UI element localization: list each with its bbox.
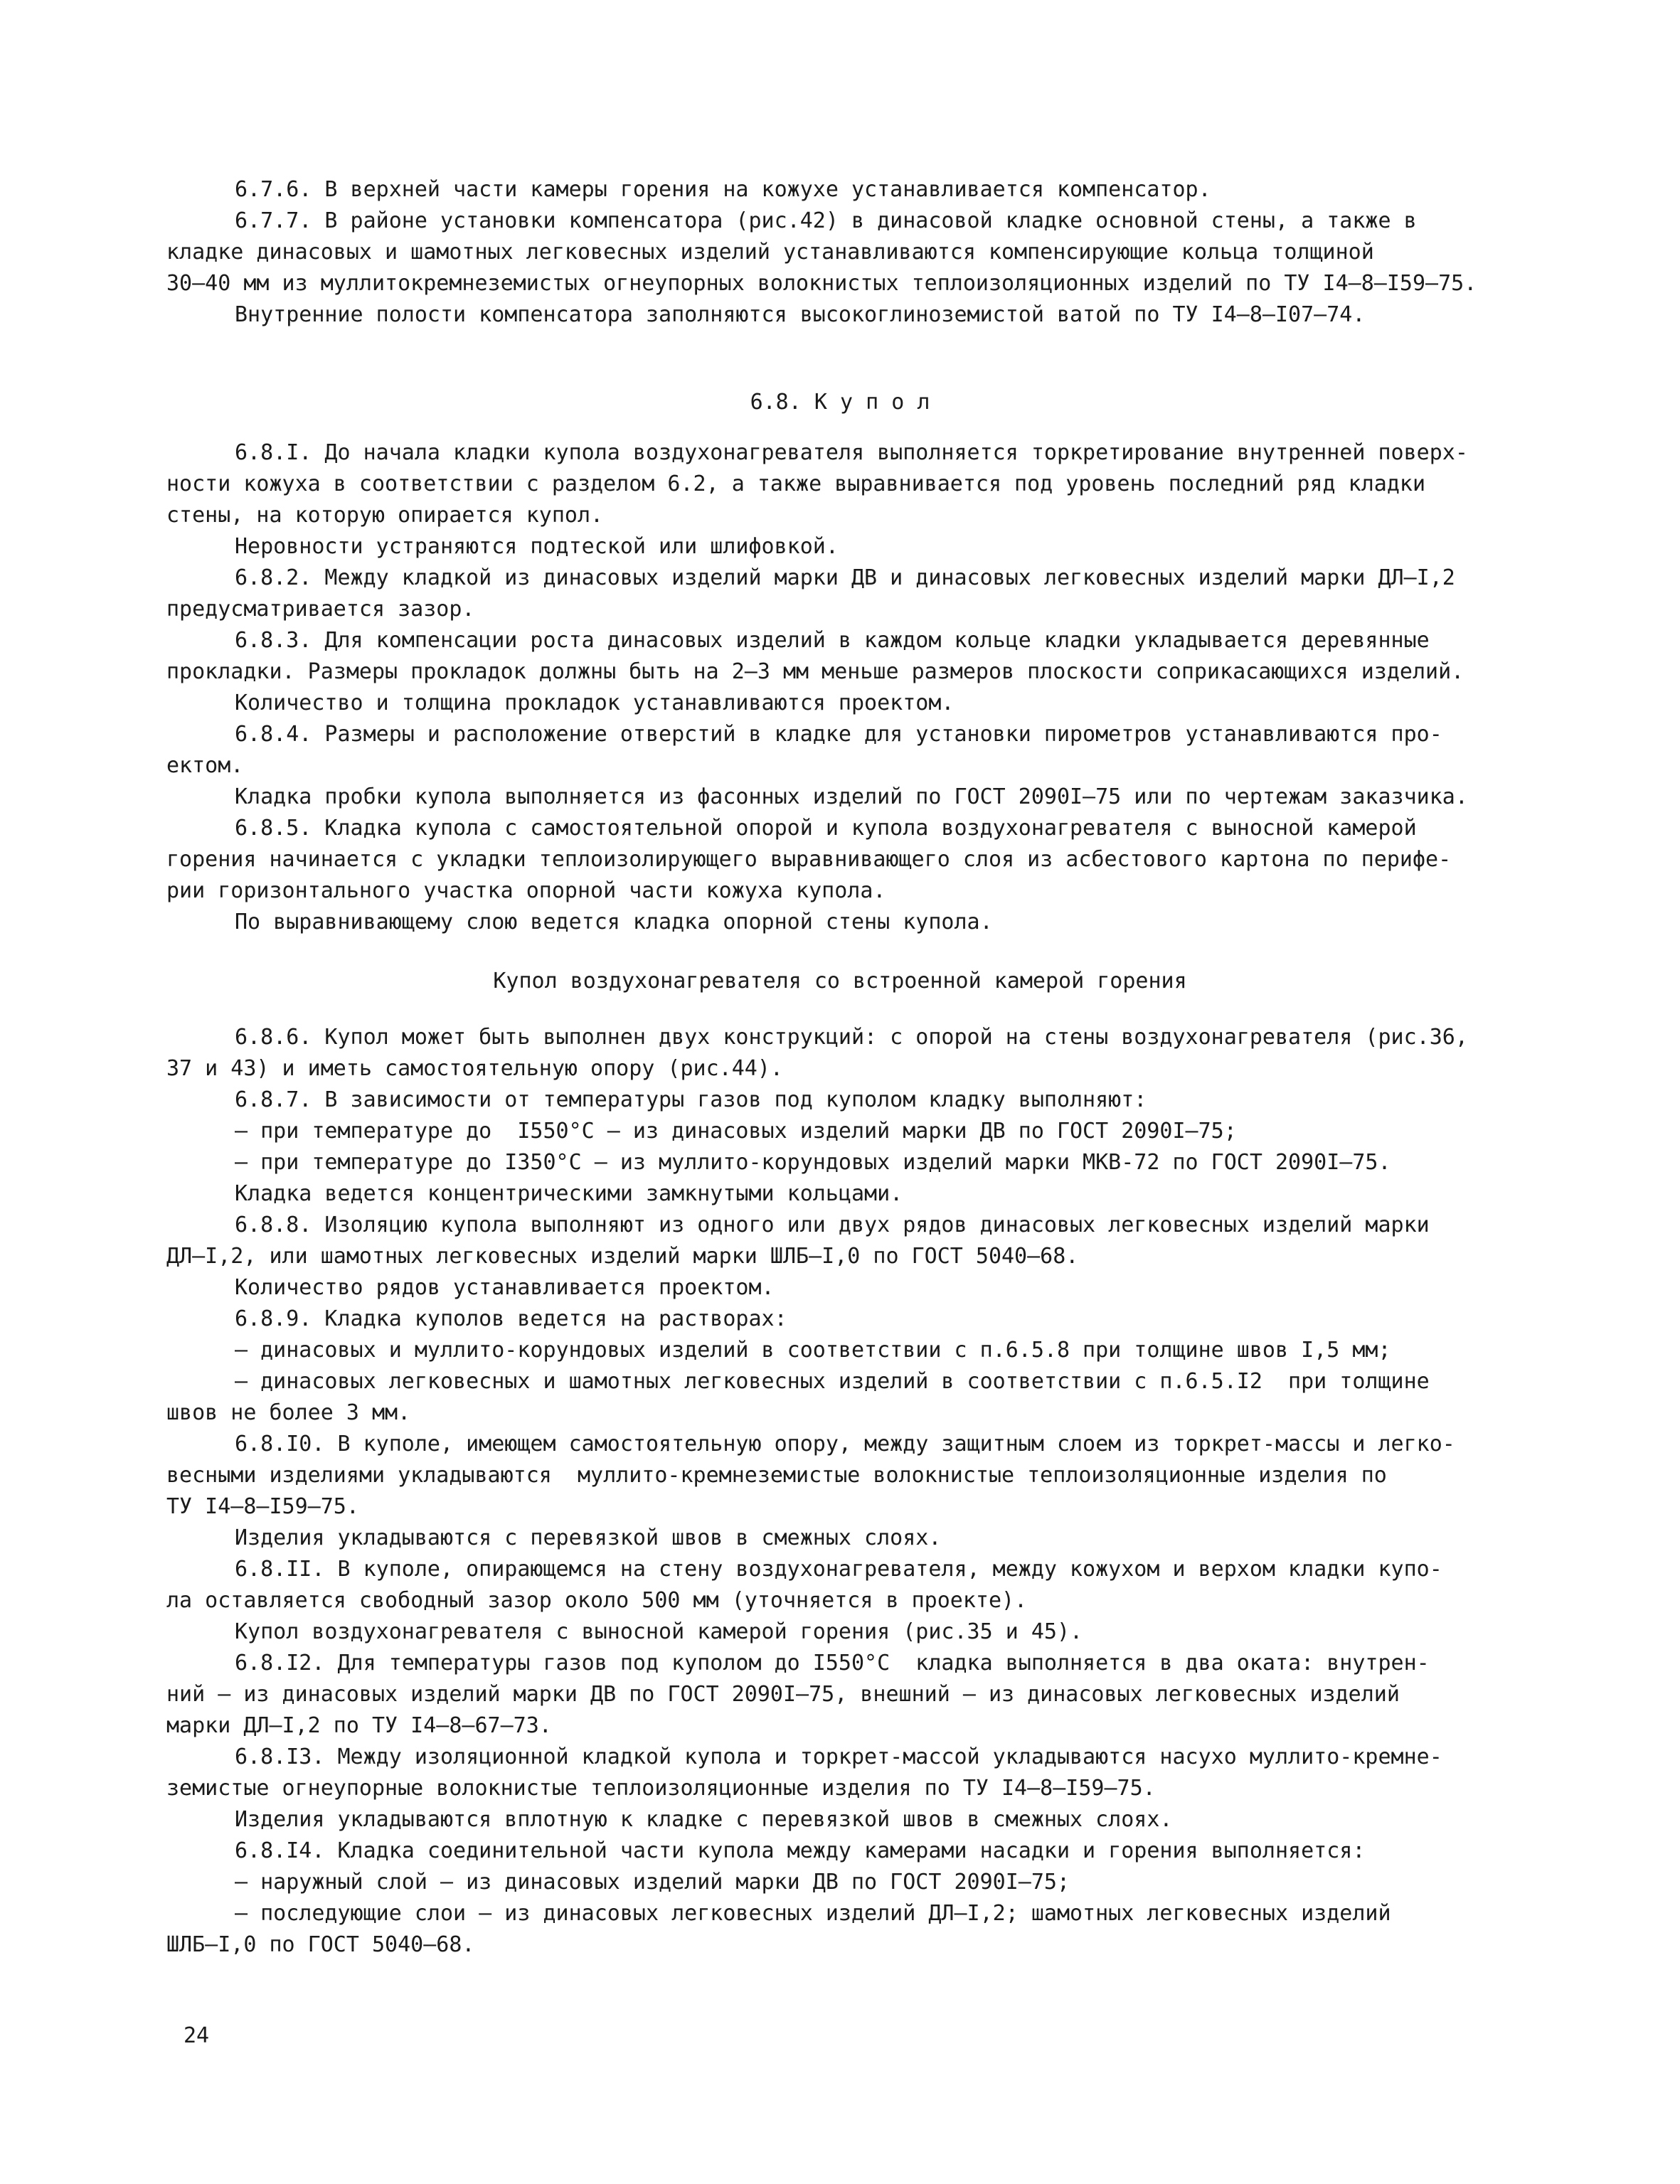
text-line: 6.8.2. Между кладкой из динасовых изделий марки ДВ и динасовых легковесных изделий марки ДЛ–I,2	[235, 565, 1455, 590]
text-line: Купол воздухонагревателя с выносной камерой горения (рис.35 и 45).	[235, 1619, 1083, 1644]
text-line: 6.8.8. Изоляцию купола выполняют из одного или двух рядов динасовых легковесных изделий марки	[235, 1213, 1430, 1237]
text-line: стены, на которую опирается купол.	[166, 503, 604, 528]
text-line: 6.8.I0. В куполе, имеющем самостоятельную опору, между защитным слоем из торкрет-массы и легко-	[235, 1432, 1455, 1456]
text-line: Изделия укладываются вплотную к кладке с перевязкой швов в смежных слоях.	[235, 1807, 1173, 1832]
text-line: 6.7.7. В районе установки компенсатора (рис.42) в динасовой кладке основной стены, а также в	[235, 208, 1417, 233]
text-line: рии горизонтального участка опорной части кожуха купола.	[166, 878, 886, 903]
text-line: горения начинается с укладки теплоизолирующего выравнивающего слоя из асбестового картона по перифе-	[166, 847, 1452, 872]
text-line: 6.8.I4. Кладка соединительной части купола между камерами насадки и горения выполняется:	[235, 1838, 1366, 1863]
text-line: Количество и толщина прокладок устанавливаются проектом.	[235, 691, 955, 715]
text-line: 6.8.9. Кладка куполов ведется на растворах:	[235, 1306, 787, 1331]
text-line: предусматривается зазор.	[166, 597, 475, 622]
text-line: земистые огнеупорные волокнистые теплоизоляционные изделия по ТУ I4–8–I59–75.	[166, 1776, 1156, 1801]
text-line: Неровности устраняются подтеской или шлифовкой.	[235, 534, 839, 559]
text-line: кладке динасовых и шамотных легковесных изделий устанавливаются компенсирующие кольца толщиной	[166, 240, 1374, 265]
text-line: – последующие слои – из динасовых легковесных изделий ДЛ–I,2; шамотных легковесных изделий	[235, 1901, 1391, 1926]
text-line: ШЛБ–I,0 по ГОСТ 5040–68.	[166, 1932, 475, 1957]
text-line: 6.8.I3. Между изоляционной кладкой купола и торкрет-массой укладываются насухо муллито-кремне-	[235, 1744, 1442, 1769]
text-line: 6.8.5. Кладка купола с самостоятельной опорой и купола воздухонагревателя с выносной камерой	[235, 816, 1417, 841]
text-line: 6.8.II. В куполе, опирающемся на стену воздухонагревателя, между кожухом и верхом кладки купо-	[235, 1557, 1442, 1582]
section-heading: 6.8. К у п о л	[750, 390, 930, 415]
page-number: 24	[184, 2023, 210, 2048]
text-line: 6.8.7. В зависимости от температуры газов под куполом кладку выполняют:	[235, 1087, 1147, 1112]
text-line: Внутренние полости компенсатора заполняются высокоглиноземистой ватой по ТУ I4–8–I07–74.	[235, 302, 1366, 327]
text-line: 6.8.3. Для компенсации роста динасовых изделий в каждом кольце кладки укладывается деревянные	[235, 628, 1430, 653]
text-line: ектом.	[166, 753, 244, 778]
text-line: 6.7.6. В верхней части камеры горения на кожухе устанавливается компенсатор.	[235, 177, 1211, 202]
text-line: марки ДЛ–I,2 по ТУ I4–8–67–73.	[166, 1713, 552, 1738]
text-line: – при температуре до I550°С – из динасовых изделий марки ДВ по ГОСТ 2090I–75;	[235, 1119, 1237, 1144]
text-line: – при температуре до I350°С – из муллито-корундовых изделий марки МКВ-72 по ГОСТ 2090I–75.	[235, 1150, 1391, 1175]
text-line: 37 и 43) и иметь самостоятельную опору (рис.44).	[166, 1056, 783, 1081]
text-line: Количество рядов устанавливается проектом.	[235, 1275, 775, 1300]
text-line: – динасовых легковесных и шамотных легковесных изделий в соответствии с п.6.5.I2 при толщине	[235, 1369, 1430, 1394]
text-line: 6.8.I2. Для температуры газов под куполом до I550°С кладка выполняется в два оката: внутрен-	[235, 1651, 1430, 1676]
text-line: ТУ I4–8–I59–75.	[166, 1494, 359, 1519]
subheading: Купол воздухонагревателя со встроенной камерой горения	[493, 969, 1187, 994]
text-line: 6.8.I. До начала кладки купола воздухонагревателя выполняется торкретирование внутренней поверх-	[235, 440, 1468, 465]
text-line: 6.8.6. Купол может быть выполнен двух конструкций: с опорой на стены воздухонагревателя (рис.36,	[235, 1025, 1468, 1050]
text-line: Кладка пробки купола выполняется из фасонных изделий по ГОСТ 2090I–75 или по чертежам заказчика.	[235, 784, 1468, 809]
text-line: – наружный слой – из динасовых изделий марки ДВ по ГОСТ 2090I–75;	[235, 1870, 1070, 1895]
text-line: ности кожуха в соответствии с разделом 6.2, а также выравнивается под уровень последний ряд кладки	[166, 472, 1426, 496]
text-line: весными изделиями укладываются муллито-кремнеземистые волокнистые теплоизоляционные изделия по	[166, 1463, 1387, 1488]
text-line: 30–40 мм из муллитокремнеземистых огнеупорных волокнистых теплоизоляционных изделий по ТУ I4–8–I59–75.	[166, 271, 1477, 296]
text-line: швов не более 3 мм.	[166, 1400, 411, 1425]
text-line: Кладка ведется концентрическими замкнутыми кольцами.	[235, 1181, 903, 1206]
text-line: прокладки. Размеры прокладок должны быть на 2–3 мм меньше размеров плоскости соприкасающихся изделий.	[166, 659, 1464, 684]
text-line: Изделия укладываются с перевязкой швов в смежных слоях.	[235, 1525, 942, 1550]
text-line: 6.8.4. Размеры и расположение отверстий в кладке для установки пирометров устанавливаются про-	[235, 722, 1442, 747]
text-line: – динасовых и муллито-корундовых изделий в соответствии с п.6.5.8 при толщине швов I,5 мм;	[235, 1338, 1391, 1363]
text-line: ний – из динасовых изделий марки ДВ по ГОСТ 2090I–75, внешний – из динасовых легковесных изделий	[166, 1682, 1400, 1707]
text-line: ла оставляется свободный зазор около 500 мм (уточняется в проекте).	[166, 1588, 1028, 1613]
text-line: По выравнивающему слою ведется кладка опорной стены купола.	[235, 910, 993, 934]
text-line: ДЛ–I,2, или шамотных легковесных изделий марки ШЛБ–I,0 по ГОСТ 5040–68.	[166, 1244, 1079, 1269]
